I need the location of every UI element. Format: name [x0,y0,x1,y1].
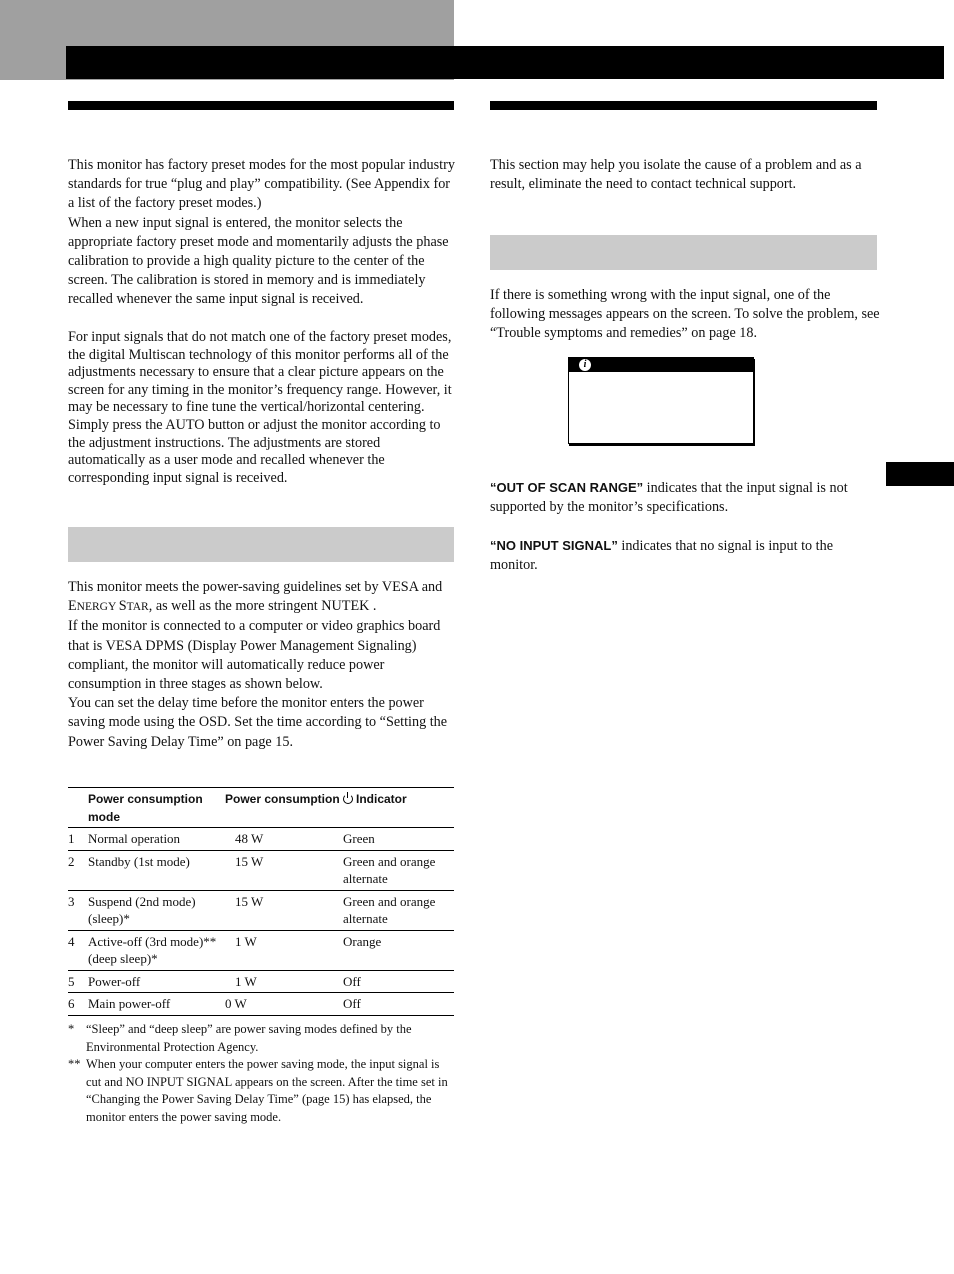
preset-paragraph-1: This monitor has factory preset modes for the most popular industry standards for true “plug and play” compatibility. (See Appendix for a list of the factory preset modes.) [68,157,455,212]
table-row: 2 Standby (1st mode) 15 W Green and orange alternate [68,850,454,890]
right-section-rule [490,101,877,110]
table-footnotes [68,1021,454,1127]
no-input-signal-label: “NO INPUT SIGNAL” [490,538,618,553]
preset-paragraph-3: For input signals that do not match one of the factory preset modes, the digital Multiscan technology of this monitor performs all of the adjustments necessary to ensure that a clear picture appears on the screen for any timing in the monitor’s frequency range. However, it may be necessary to fine tune the vertical/horizontal centering. Simply press the AUTO button or adjust the monitor according to the adjustment instructions. The adjustments are stored automatically as a user mode and recalled whenever the corresponding input signal is received. [68,329,452,486]
messages-intro: If there is something wrong with the input signal, one of the following messages appears on the screen. To solve the problem, see “Trouble symptoms and remedies” on page 18. [490,287,880,342]
footnote: ** When your computer enters the power saving mode, the input signal is cut and NO INPUT SIGNAL appears on the screen. After the time set in “Changing the Power Saving Delay Time” (page 15) has elapsed, the monitor enters the power saving mode. [68,1057,448,1124]
power-saving-section-band [68,527,454,562]
messages-section-band [490,235,877,270]
osd-message-header [569,358,753,372]
power-paragraph-2: If the monitor is connected to a computer or video graphics board that is VESA DPMS (Display Power Management Signaling) compliant, the monitor will automatically reduce power consumption in three stages as shown below. [68,618,441,693]
power-consumption-table [68,787,454,1016]
power-saving-text [68,578,458,752]
header-power: Power consumption [225,792,340,806]
header-mode: Power consumption mode [88,792,203,824]
table-row: 6 Main power-off 0 W Off [68,993,454,1016]
table-header-row [68,788,454,828]
preset-paragraph-2: When a new input signal is entered, the monitor selects the appropriate factory preset mode and momentarily adjusts the phase calibration to provide a high quality picture to the center of the screen. The calibration is stored in memory and is immediately recalled whenever the same input signal is received. [68,214,449,308]
page-header-bar [66,46,944,79]
table-row: 1 Normal operation 48 W Green [68,828,454,851]
table-row: 4 Active-off (3rd mode)** (deep sleep)* 1 W Orange [68,930,454,970]
out-of-scan-range-desc: “OUT OF SCAN RANGE” indicates that the input signal is not supported by the monitor’s specifications. [490,480,848,516]
info-icon: i [579,359,591,371]
no-input-signal-desc: “NO INPUT SIGNAL” indicates that no signal is input to the monitor. [490,538,833,574]
power-paragraph-1: This monitor meets the power-saving guidelines set by VESA and ENERGY STAR, as well as the more stringent NUTEK . [68,579,443,615]
out-of-scan-range-label: “OUT OF SCAN RANGE” [490,480,644,495]
side-thumb-tab [886,462,954,486]
power-icon [343,794,353,804]
footnote: * “Sleep” and “deep sleep” are power saving modes defined by the Environmental Protection Agency. [68,1022,412,1054]
power-paragraph-3: You can set the delay time before the monitor enters the power saving mode using the OSD. Set the time according to “Setting the Power Saving Delay Time” on page 15. [68,695,448,750]
osd-message-box [568,357,754,444]
troubleshooting-intro: This section may help you isolate the cause of a problem and as a result, eliminate the need to contact technical support. [490,157,862,193]
preset-mode-text [68,156,458,310]
multiscan-text [68,329,458,487]
table-row: 3 Suspend (2nd mode) (sleep)* 15 W Green and orange alternate [68,890,454,930]
left-section-rule [68,101,454,110]
table-row: 5 Power-off 1 W Off [68,970,454,993]
header-indicator: Indicator [343,788,454,828]
